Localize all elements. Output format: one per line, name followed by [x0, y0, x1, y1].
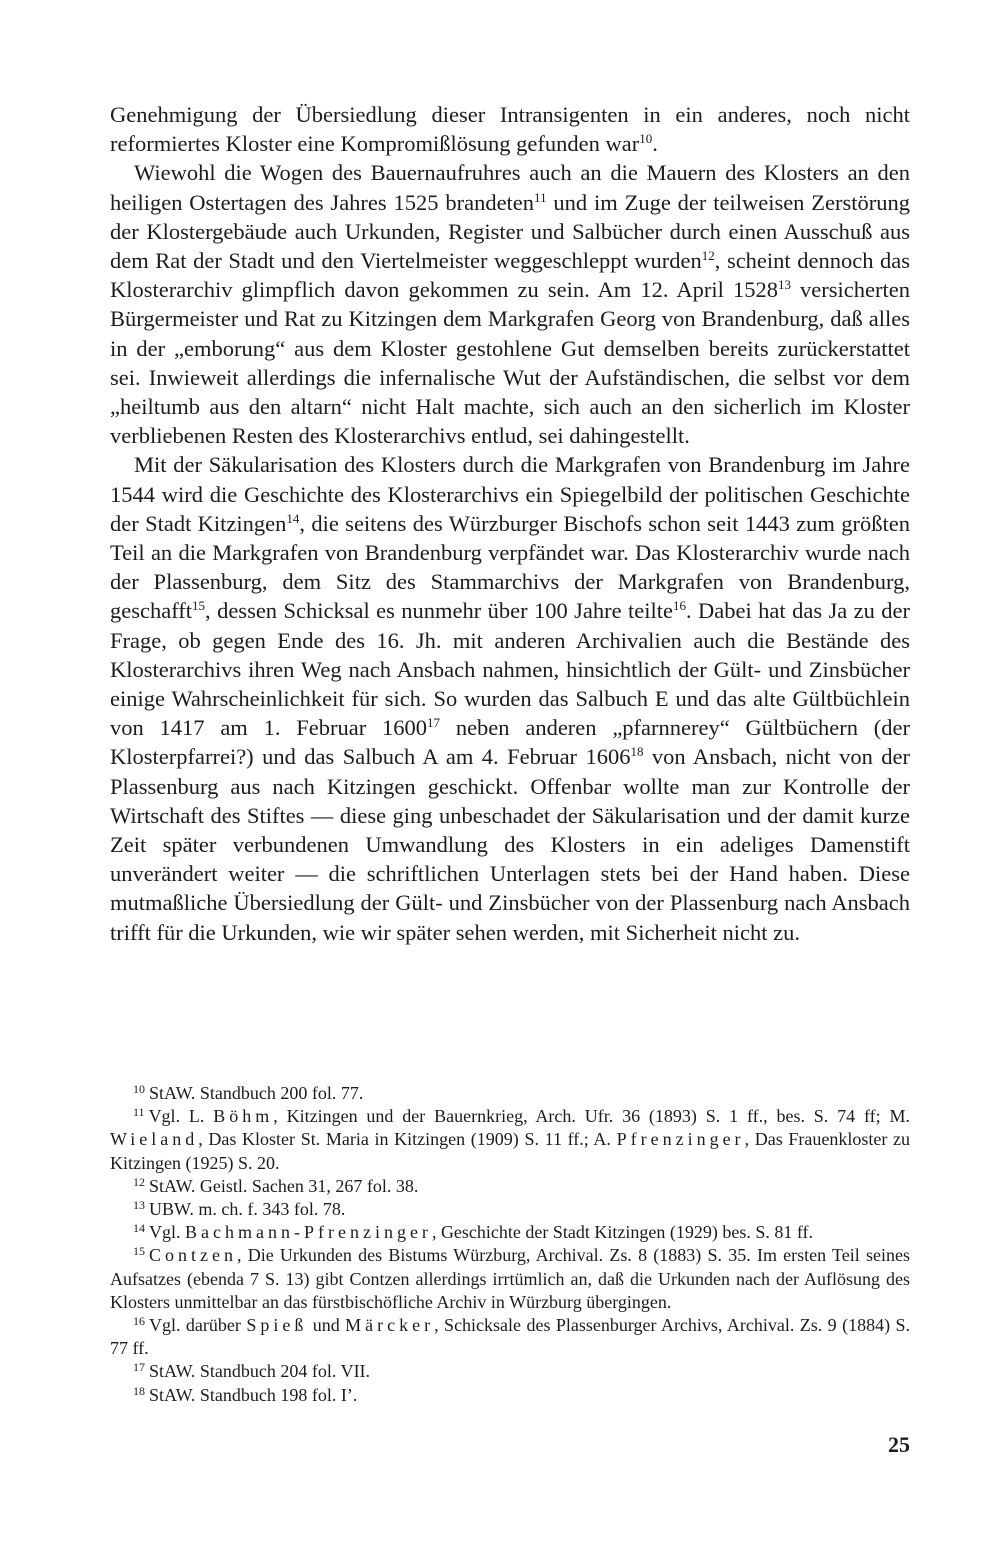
paragraph — [110, 450, 910, 946]
paragraph-text: , die seitens des Würzburger Bischofs schon seit 1443 zum größten Teil an die Markgrafen von Brandenburg verpfändet war. Das Klosterarchiv wurde nach der Plassenburg, dem Sitz des Stammarchivs der Markgrafen von Brandenburg, geschafft — [110, 510, 910, 624]
footnote-text: UBW. m. ch. f. 343 fol. 78. — [149, 1199, 346, 1220]
footnote-text: , Schicksale des Plassenburger Archivs, Archival. Zs. 9 (1884) S. 77 ff. — [110, 1315, 911, 1359]
paragraph-text: Wiewohl die Wogen des Bauernaufruhres auch an die Mauern des Klosters an den heiligen Ostertagen des Jahres 1525 brandeten — [110, 160, 910, 215]
footnote-reference: 15 — [192, 598, 206, 614]
footnote — [110, 1314, 910, 1360]
main-text — [110, 100, 910, 947]
footnote — [110, 1175, 910, 1198]
footnote-number: 18 — [133, 1383, 145, 1398]
author-name: Contzen — [149, 1245, 237, 1266]
footnote-number: 16 — [133, 1314, 145, 1329]
footnote-reference: 13 — [777, 277, 791, 293]
author-name: Pfrenzinger — [616, 1129, 745, 1150]
paragraph-text: und im Zuge der teilweisen Zerstörung der Klostergebäude auch Urkunden, Register und Salbücher durch einen Ausschuß aus dem Rat der Stadt und den Viertelmeister weggeschleppt wurden — [110, 189, 910, 274]
footnote-text: StAW. Standbuch 204 fol. VII. — [149, 1361, 371, 1382]
footnote-reference: 14 — [286, 510, 300, 526]
footnote-text: Vgl. L. — [148, 1106, 214, 1127]
author-name: Bachmann-Pfrenzinger — [185, 1222, 432, 1243]
paragraph-text: Mit der Säkularisation des Klosters durch die Markgrafen von Brandenburg im Jahre 1544 wird die Geschichte des Klosterarchivs ein Spiegelbild der politischen Geschichte der Stadt Kitzingen — [110, 452, 910, 536]
footnote-reference: 11 — [534, 189, 547, 205]
footnote-number: 15 — [133, 1244, 145, 1259]
footnote-text: Vgl. — [149, 1222, 185, 1243]
footnote-number: 11 — [133, 1105, 145, 1120]
author-name: Märcker — [345, 1315, 435, 1336]
footnote-reference: 12 — [701, 248, 715, 264]
author-name: Böhm — [213, 1106, 274, 1127]
footnote-number: 13 — [133, 1198, 145, 1213]
footnote-text: Vgl. darüber — [149, 1315, 247, 1336]
footnote-text: , Geschichte der Stadt Kitzingen (1929) bes. S. 81 ff. — [431, 1222, 814, 1243]
footnote-reference: 10 — [639, 131, 653, 147]
footnote-text: , Kitzingen und der Bauernkrieg, Arch. Ufr. 36 (1893) S. 1 ff., bes. S. 74 ff; M. — [273, 1106, 910, 1127]
footnote-number: 10 — [133, 1082, 145, 1096]
author-name: Wieland — [110, 1129, 199, 1150]
paragraph-text: . — [652, 131, 658, 157]
paragraph-text: von Ansbach, nicht von der Plassenburg aus nach Kitzingen geschickt. Offenbar wollte man zur Kontrolle der Wirtschaft des Stiftes — diese ging unbeschadet der Säkularisation und der damit kurze Zeit später verbundenen Umwandlung des Klosters in ein adeliges Damenstift unverändert weiter — die schriftlichen Unterlagen stets bei der Hand haben. Diese mutmaßliche Übersiedlung der Gült- und Zinsbücher von der Plassenburg nach Ansbach trifft für die Urkunden, wie wir später sehen werden, mit Sicherheit nicht zu. — [110, 744, 910, 945]
page-number: 25 — [888, 1432, 910, 1457]
footnote-text: , Das Kloster St. Maria in Kitzingen (1909) S. 11 ff.; A. — [198, 1129, 617, 1150]
footnote — [110, 1082, 910, 1105]
paragraph-text: neben anderen „pfarnnerey“ Gültbüchern (der Klosterpfarrei?) und das Salbuch A am 4. Februar 1606 — [110, 715, 910, 770]
footnote — [110, 1360, 910, 1383]
footnote-number: 17 — [133, 1360, 145, 1375]
footnotes — [110, 1082, 910, 1407]
footnote-text: , Die Urkunden des Bistums Würzburg, Archival. Zs. 8 (1883) S. 35. Im ersten Teil seines Aufsatzes (ebenda 7 S. 13) gibt Contzen allerdings irrtümlich an, daß die Urkunden nach der Auflösung des Klosters unmittelbar an das fürstbischöfliche Archiv in Würzburg übergingen. — [110, 1245, 910, 1312]
footnote-text: und — [307, 1315, 346, 1336]
footnote-text: StAW. Standbuch 200 fol. 77. — [149, 1083, 364, 1103]
author-name: Spieß — [246, 1315, 308, 1336]
paragraph — [110, 158, 910, 450]
footnote — [110, 1244, 910, 1314]
footnote-reference: 17 — [427, 715, 441, 731]
footnote — [110, 1198, 910, 1221]
footnote-reference: 18 — [630, 744, 644, 760]
footnote-number: 14 — [133, 1221, 145, 1236]
paragraph — [110, 100, 910, 158]
footnote-text: StAW. Standbuch 198 fol. I’. — [149, 1384, 358, 1405]
footnote-text: StAW. Geistl. Sachen 31, 267 fol. 38. — [149, 1175, 419, 1196]
footnote-reference: 16 — [673, 598, 687, 614]
paragraph-text: Genehmigung der Übersiedlung dieser Intransigenten in ein anderes, noch nicht reformiertes Kloster eine Kompromißlösung gefunden war — [110, 102, 910, 157]
footnote-text: , Das Frauenkloster zu Kitzingen (1925) S. 20. — [110, 1129, 910, 1173]
footnote-number: 12 — [133, 1174, 145, 1189]
footnote — [110, 1221, 910, 1244]
paragraph-text: , scheint dennoch das Klosterarchiv glimpflich davon gekommen zu sein. Am 12. April 1528 — [110, 248, 911, 303]
footnote — [110, 1105, 910, 1175]
footnote — [110, 1384, 910, 1407]
paragraph-text: . Dabei hat das Ja zu der Frage, ob gegen Ende des 16. Jh. mit anderen Archivalien auch die Bestände des Klosterarchivs ihren Weg nach Ansbach nahmen, hinsichtlich der Gült- und Zinsbücher einige Wahrscheinlichkeit für sich. So wurden das Salbuch E und das alte Gültbüchlein von 1417 am 1. Februar 1600 — [110, 598, 910, 741]
paragraph-text: , dessen Schicksal es nunmehr über 100 Jahre teilte — [205, 598, 674, 624]
paragraph-text: versicherten Bürgermeister und Rat zu Kitzingen dem Markgrafen Georg von Brandenburg, daß alles in der „emborung“ aus dem Kloster gestohlene Gut demselben bereits zurückerstattet sei. Inwieweit allerdings die infernalische Wut der Aufständischen, die selbst vor dem „heiltumb aus den altarn“ nicht Halt machte, sich auch an den sicherlich im Kloster verbliebenen Resten des Klosterarchivs entlud, sei dahingestellt. — [110, 277, 910, 449]
